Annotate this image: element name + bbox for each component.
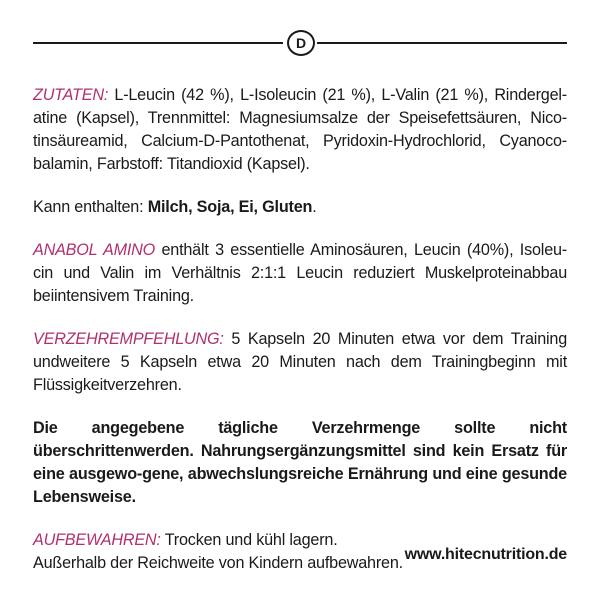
dosage-section [33,328,567,397]
warning-section [33,417,567,509]
warning-line: werden. Nahrungsergänzungsmittel sind kein Ersatz für eine ausgewo- [33,442,567,483]
allergens-prefix: Kann enthalten: [33,198,148,216]
storage-line: Außerhalb der Reichweite von Kindern aufbewahren. [33,554,403,572]
allergens-section [33,196,567,219]
allergens-items: Milch, Soja, Ei, Gluten [147,198,313,216]
allergens-suffix: . [312,198,317,216]
ingredients-label: ZUTATEN: [33,86,109,104]
product-name: ANABOL AMINO [33,241,156,259]
ingredients-line: L-Leucin (42 %), L-Isoleucin (21 %), L-Valin (21 %), Rindergel- [114,86,567,104]
header-rule-right [317,42,567,44]
language-header [33,30,567,56]
website-link[interactable]: www.hitecnutrition.de [404,546,567,563]
dosage-line: verzehren. [107,376,182,394]
storage-label: AUFBEWAHREN: [33,531,161,549]
product-info-line: cin und Valin im Verhältnis 2:1:1 Leucin reduziert Muskelproteinabbau bei [33,264,567,305]
product-info-line: enthält 3 essentielle Aminosäuren, Leucin (40%), Isoleu- [155,241,567,259]
ingredients-section [33,84,567,176]
dosage-line: weitere 5 Kapseln etwa 20 Minuten nach dem Trainingbeginn mit Flüssigkeit [33,353,567,394]
ingredients-line: balamin, Farbstoff: Titandioxid (Kapsel). [33,155,310,173]
dosage-label: VERZEHREMPFEHLUNG: [33,330,224,348]
ingredients-line: tinsäureamid, Calcium-D-Pantothenat, Pyridoxin-Hydrochlorid, Cyanoco- [33,132,567,150]
language-badge: D [287,30,315,56]
header-rule-left [33,42,283,44]
storage-line: Trocken und kühl lagern. [160,531,338,549]
ingredients-line: atine (Kapsel), Trennmittel: Magnesiumsalze der Speisefettsäuren, Nico- [33,109,567,127]
product-info-line: intensivem Training. [54,287,194,305]
label-text [33,84,567,595]
product-info-section [33,239,567,308]
dosage-line: 5 Kapseln 20 Minuten etwa vor dem Training und [33,330,567,371]
warning-line: gene, abwechslungsreiche Ernährung und eine gesunde Lebensweise. [33,465,567,506]
warning-line: Die angegebene tägliche Verzehrmenge sollte nicht überschritten [33,419,567,460]
